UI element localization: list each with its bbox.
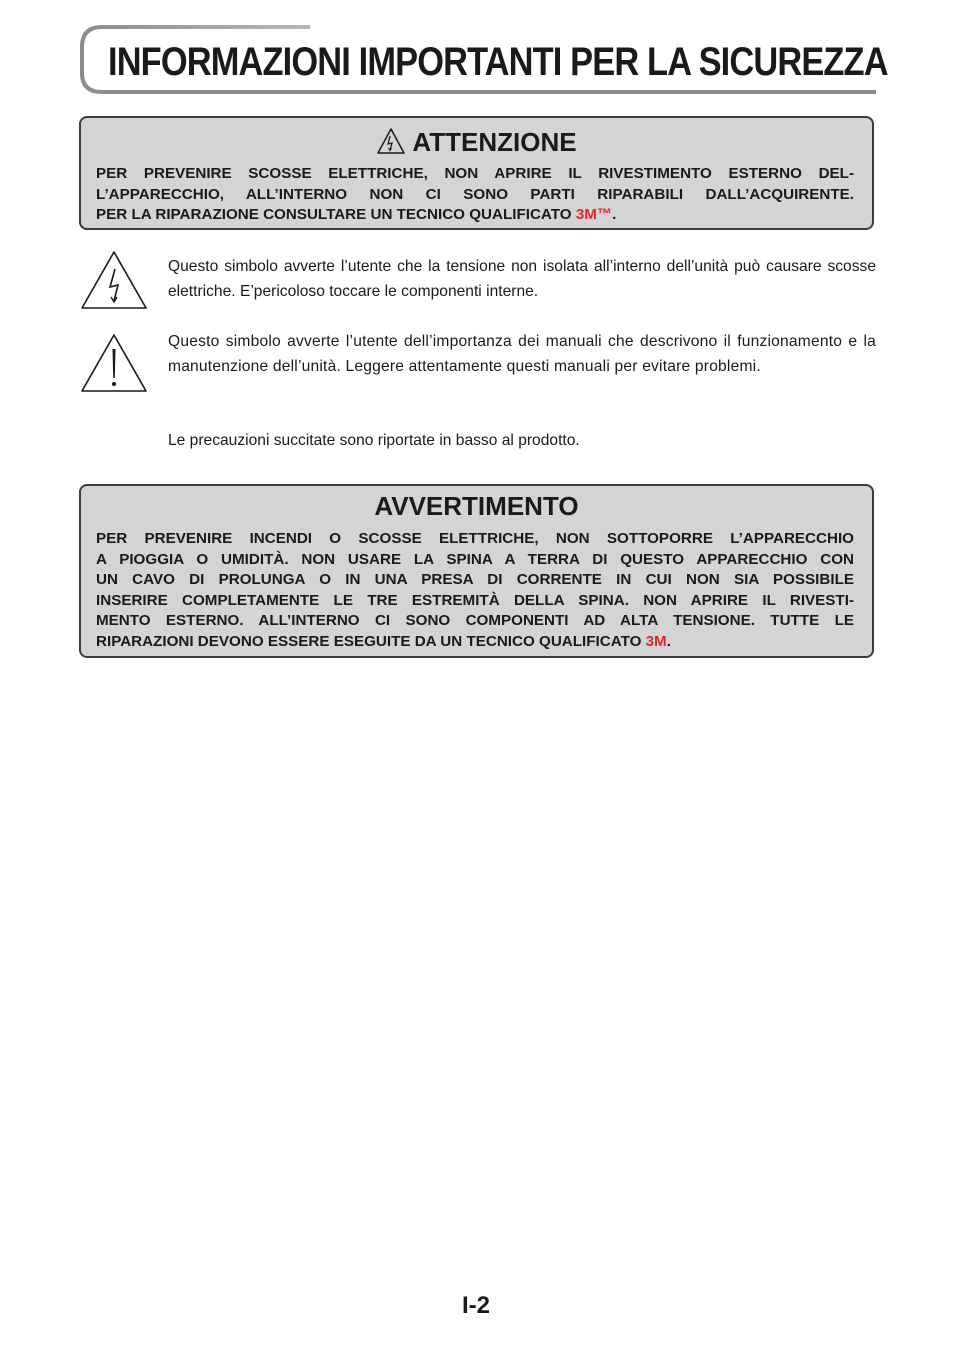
page-title: INFORMAZIONI IMPORTANTI PER LA SICUREZZA xyxy=(108,40,888,84)
warning-suffix: . xyxy=(666,632,671,650)
caution-line-3-text: PER LA RIPARAZIONE CONSULTARE UN TECNICO QUALIFICATO xyxy=(96,206,576,223)
precautions-note: Le precauzioni succitate sono riportate in basso al prodotto. xyxy=(168,432,580,449)
warning-line-4: INSERIRE COMPLETAMENTE LE TRE ESTREMITÀ DELLA SPINA. NON APRIRE IL RIVESTI- xyxy=(96,591,854,609)
caution-heading-text: ATTENZIONE xyxy=(412,127,577,157)
exclamation-triangle-icon xyxy=(80,333,148,398)
caution-heading xyxy=(81,127,872,161)
warning-line-6 xyxy=(96,632,854,653)
caution-line-1: PER PREVENIRE SCOSSE ELETTRICHE, NON APRIRE IL RIVESTIMENTO ESTERNO DEL- xyxy=(96,165,854,182)
warning-line-3: UN CAVO DI PROLUNGA O IN UNA PRESA DI CORRENTE IN CUI NON SIA POSSIBILE xyxy=(96,571,854,588)
warning-line-2: A PIOGGIA O UMIDITÀ. NON USARE LA SPINA A TERRA DI QUESTO APPARECCHIO CON xyxy=(96,550,854,568)
page-number: I-2 xyxy=(462,1292,491,1319)
warning-text xyxy=(96,529,854,652)
caution-suffix: . xyxy=(612,206,617,223)
symbol-2-description: Questo simbolo avverte l’utente dell’importanza dei manuali che descrivono il funzionamento e la manutenzione dell’unità. Leggere attentamente questi manuali per evitare problemi. xyxy=(168,333,876,375)
caution-line-2: L’APPARECCHIO, ALL’INTERNO NON CI SONO PARTI RIPARABILI DALL’ACQUIRENTE. xyxy=(96,185,854,203)
caution-brand: 3M™ xyxy=(575,206,613,223)
warning-line-5: MENTO ESTERNO. ALL’INTERNO CI SONO COMPONENTI AD ALTA TENSIONE. TUTTE LE xyxy=(96,612,854,629)
warning-heading: AVVERTIMENTO xyxy=(374,491,579,521)
warning-line-6-text: RIPARAZIONI DEVONO ESSERE ESEGUITE DA UN TECNICO QUALIFICATO xyxy=(96,632,646,650)
lightning-triangle-icon xyxy=(80,250,148,315)
warning-brand: 3M xyxy=(645,632,667,650)
caution-line-3 xyxy=(96,205,854,226)
caution-text xyxy=(96,164,854,226)
warning-line-1: PER PREVENIRE INCENDI O SCOSSE ELETTRICHE, NON SOTTOPORRE L’APPARECCHIO xyxy=(96,530,854,547)
warning-box xyxy=(79,484,874,658)
symbol-1-description: Questo simbolo avverte l’utente che la tensione non isolata all’interno dell’unità può causare scosse elettriche. E’pericoloso toccare le componenti interne. xyxy=(168,258,876,300)
caution-box xyxy=(79,116,874,230)
electric-shock-warning-icon xyxy=(376,127,406,161)
